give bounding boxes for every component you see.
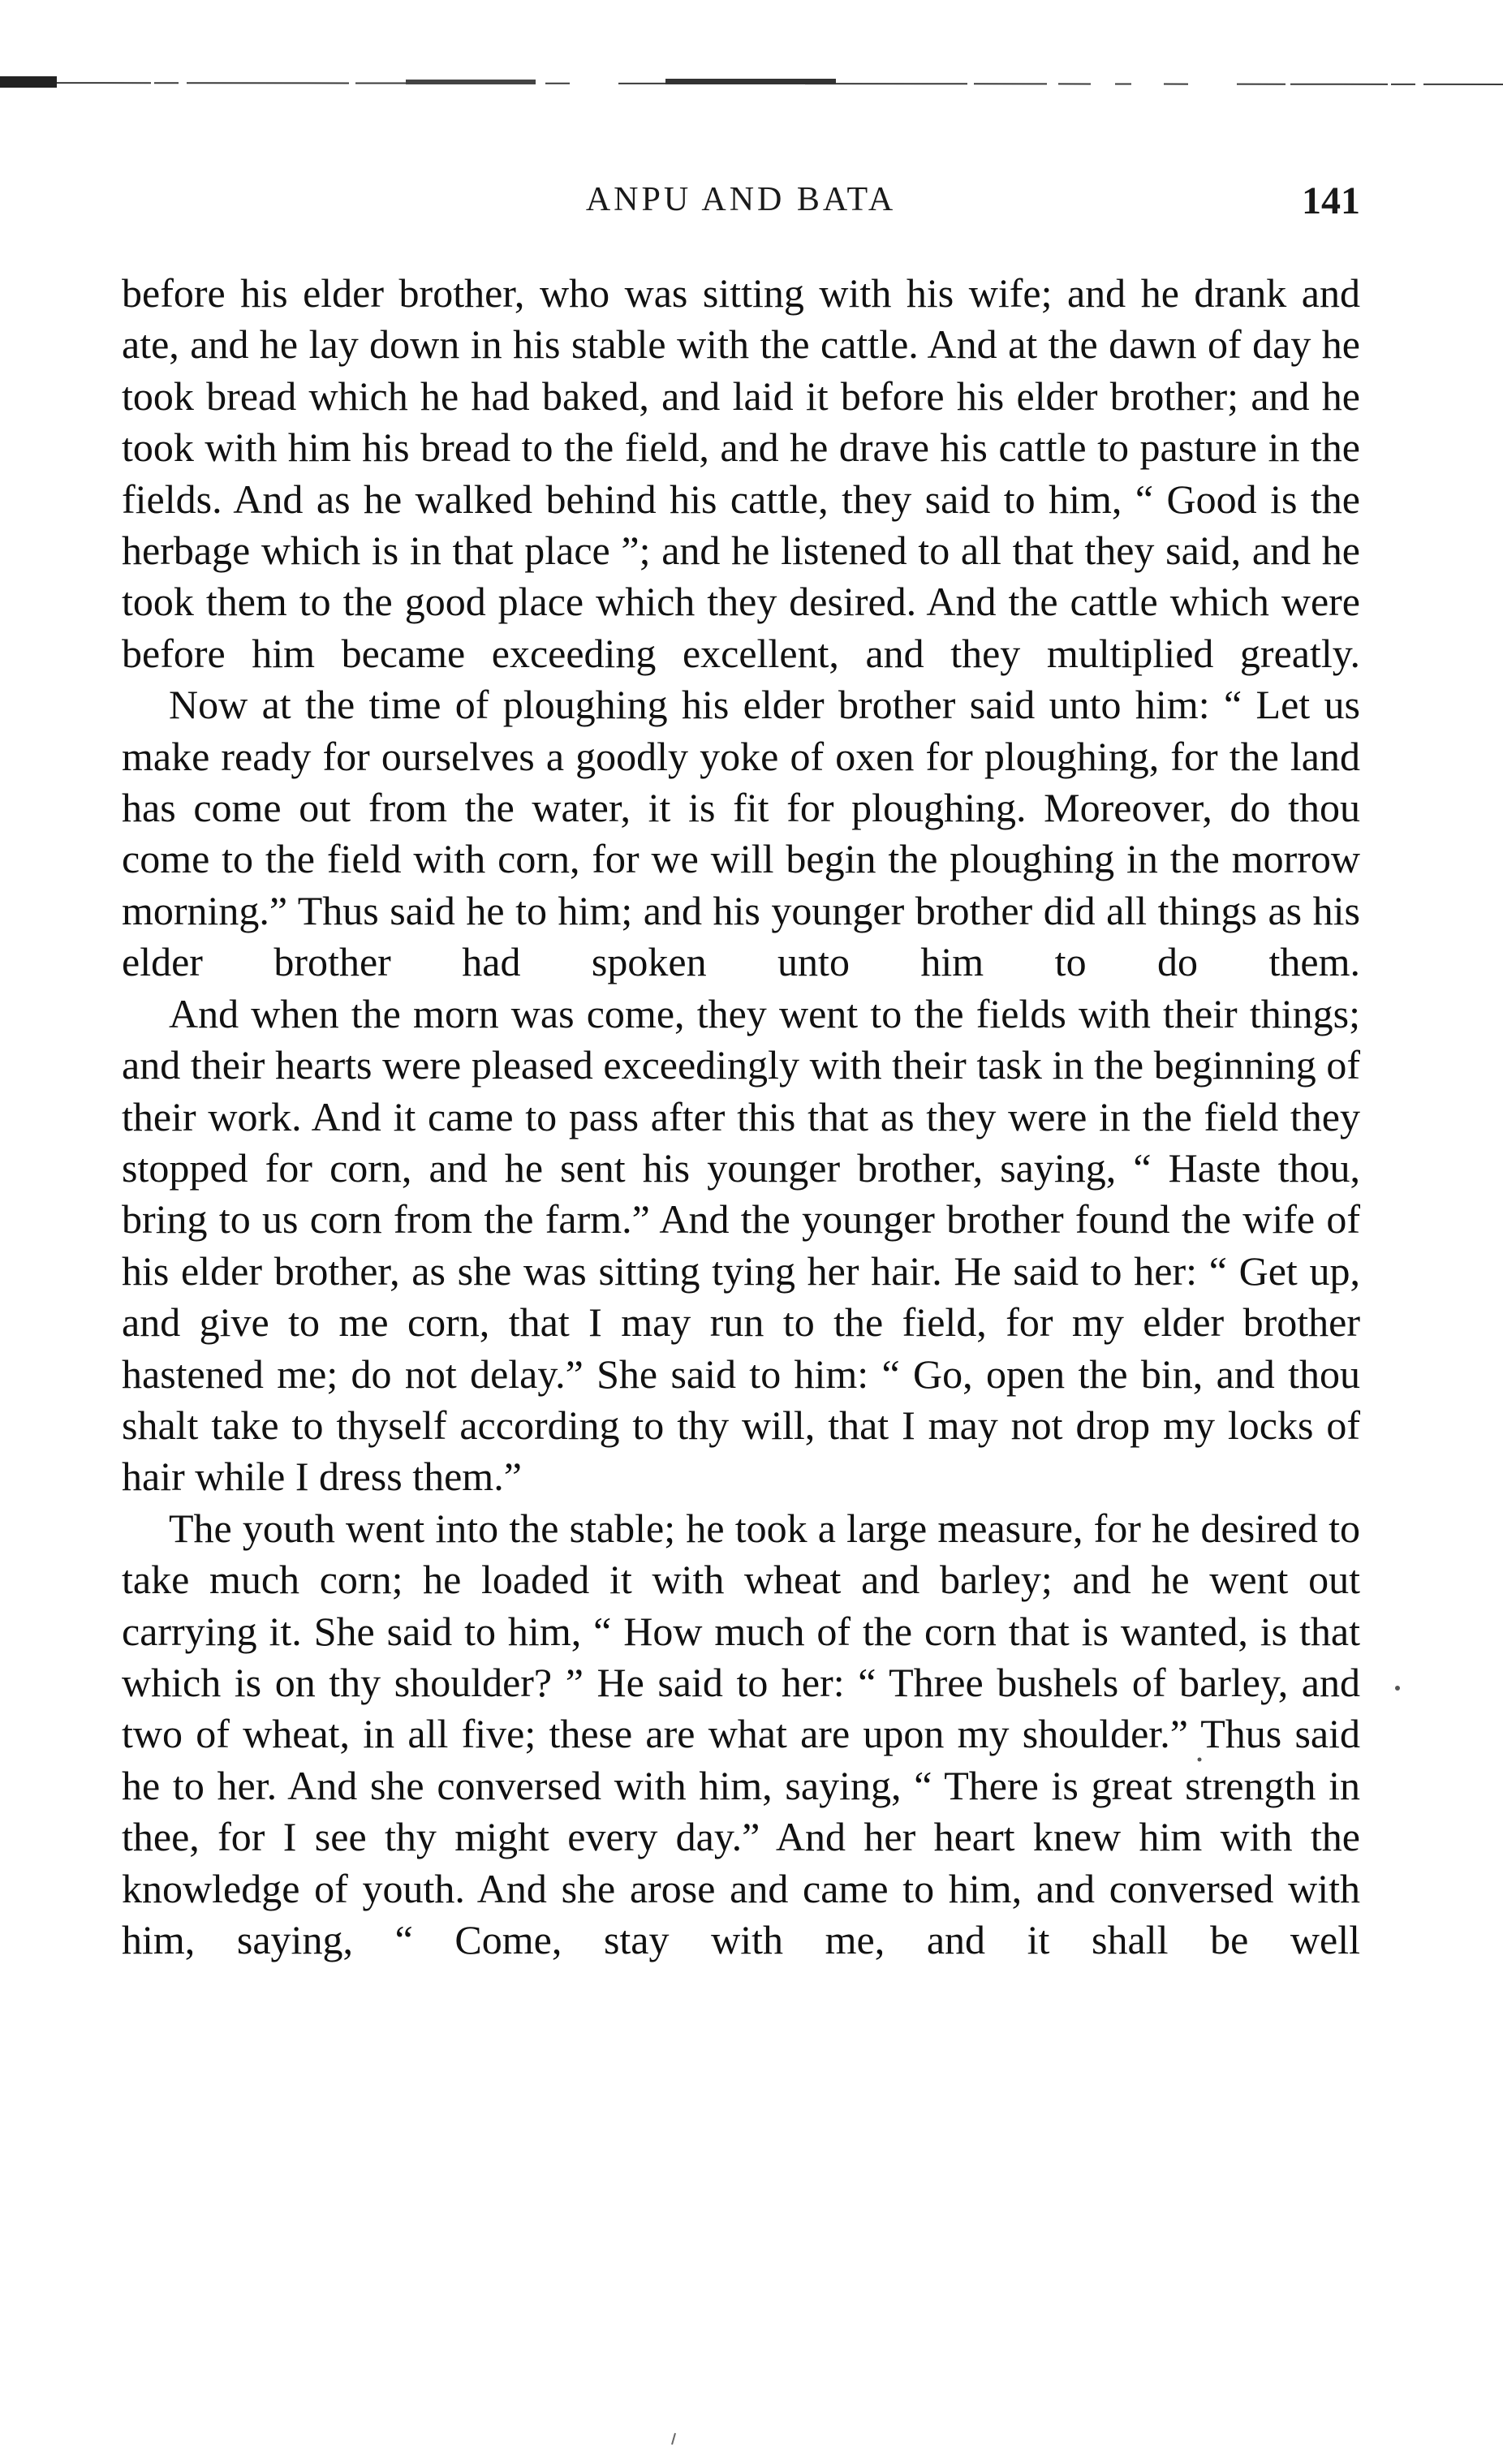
paragraph-ploughing: Now at the time of ploughing his elder brother said unto him: “ Let us make ready for ourselves a goodly yoke of oxen for ploughing, for the land has come out from the water, it is fit for ploughing. Moreover, do thou come to the field with corn, for we will begin the ploughing in the morrow morning.” Thus said he to him; and his younger brother did all things as his elder brother had spoken unto him to do them. (122, 682, 1360, 985)
running-title: ANPU AND BATA (585, 181, 897, 218)
paragraph-morn: And when the morn was come, they went to the fields with their things; and their hearts were pleased exceedingly with their task in the beginning of their work. And it came to pass after this that as they were in the field they stopped for corn, and he sent his younger brother, saying, “ Haste thou, bring to us corn from the farm.” And the younger brother found the wife of his elder brother, as she was sitting tying her hair. He said to her: “ Get up, and give to me corn, that I may run to the field, for my elder brother hastened me; do not delay.” She said to him: “ Go, open the bin, and thou shalt take to thyself according to thy will, that I may not drop my locks of hair while I dress them.” (122, 990, 1360, 1500)
paragraph-continued: before his elder brother, who was sitting with his wife; and he drank and ate, and he lay down in his stable with the cattle. And at the dawn of day he took bread which he had baked, and laid it before his elder brother; and he took with him his bread to the field, and he drave his cattle to pasture in the fields. And as he walked behind his cattle, they said to him, “ Good is the herbage which is in that place ”; and he listened to all that they said, and he took them to the good place which they desired. And the cattle which were before him became exceeding excellent, and they multiplied greatly. (122, 270, 1360, 676)
paragraph-youth: The youth went into the stable; he took a large measure, for he desired to take much corn; he loaded it with wheat and barley; and he went out carrying it. She said to him, “ How much of the corn that is wanted, is that which is on thy shoulder? ” He said to her: “ Three bushels of barley, and two of wheat, in all five; these are what are upon my shoulder.” Thus said he to her. And she conversed with him, saying, “ There is great strength in thee, for I see thy might every day.” And her heart knew him with the knowledge of youth. And she arose and came to him, and conversed with him, saying, “ Come, stay with me, and it shall be well (122, 1505, 1360, 1962)
page-number: 141 (1302, 179, 1360, 222)
